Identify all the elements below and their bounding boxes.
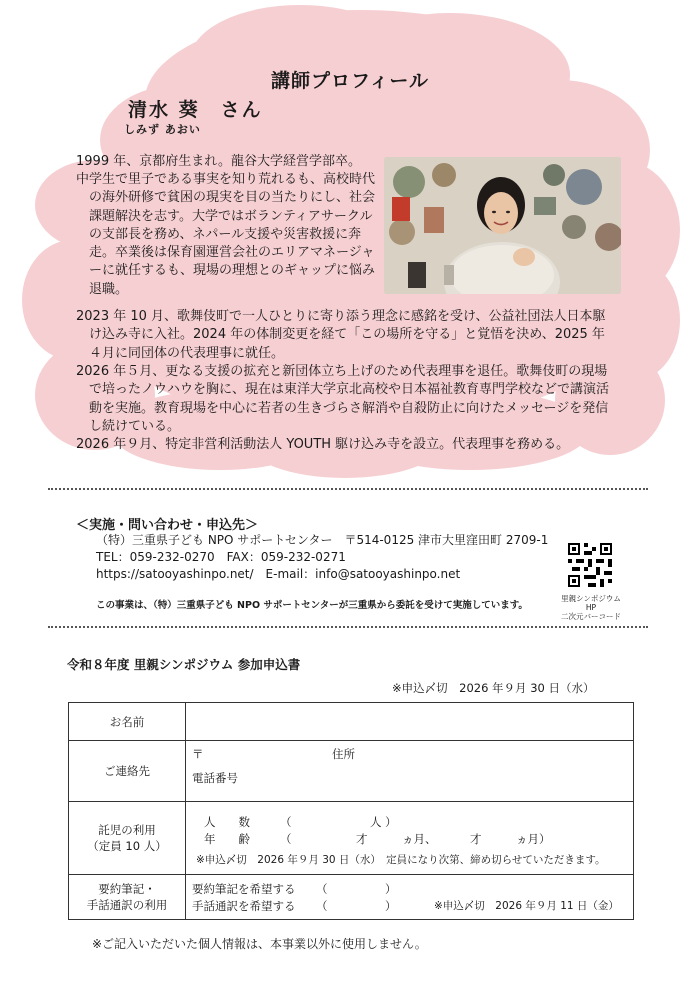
contact-tel-fax: TEL：059-232-0270 FAX：059-232-0271 <box>96 550 346 564</box>
bio-paragraph: 2023 年 10 月、歌舞伎町で一人ひとりに寄り添う理念に感銘を受け、公益社団法人日本駆け込み寺に入社。2024 年の体制変更を経て「この場所を守る」と覚悟を決め、2025 年４月に同団体の代表理事に就任。 <box>76 309 606 361</box>
qr-caption: 里親シンポジウム HP 二次元バーコード <box>561 594 621 621</box>
support-deadline-note: ※申込〆切 2026 年９月 11 日（金） <box>434 900 619 912</box>
name-field[interactable] <box>186 703 634 741</box>
contact-web-email[interactable]: https://satooyashinpo.net/ E-mail：info@satooyashinpo.net <box>96 567 461 581</box>
support-label: 要約筆記・ 手話通訳の利用 <box>69 875 186 920</box>
speaker-photo <box>384 157 621 294</box>
qr-code[interactable] <box>568 543 612 587</box>
sign-language-option: 手話通訳を希望する <box>192 899 296 913</box>
contact-label: ご連絡先 <box>69 741 186 802</box>
childcare-label: 託児の利用 （定員 10 人） <box>69 802 186 875</box>
sign-language-check[interactable]: （ ） <box>316 899 397 913</box>
childcare-field[interactable]: 人 数 （ 人 ） 年 齢 （ 才 ヵ月、 才 ヵ月） ※申込〆切 2026 年９月 30 日（水） 定員になり次第、締め切らせていただきます。 <box>186 802 634 875</box>
contact-heading: ＜実施・問い合わせ・申込先＞ <box>76 518 259 533</box>
form-title: 令和８年度 里親シンポジウム 参加申込書 <box>67 657 301 672</box>
address-label: 住所 <box>332 747 355 761</box>
divider <box>48 488 648 490</box>
speaker-name-reading: しみず あおい <box>124 123 201 136</box>
divider <box>48 626 648 628</box>
bio-paragraph: 1999 年、京都府生まれ。龍谷大学経営学部卒。 <box>76 154 361 169</box>
childcare-deadline-note: ※申込〆切 2026 年９月 30 日（水） 定員になり次第、締め切らせていただきます。 <box>196 854 606 866</box>
profile-heading: 講師プロフィール <box>270 70 430 92</box>
application-form <box>68 702 634 920</box>
form-deadline: ※申込〆切 2026 年９月 30 日（水） <box>392 681 595 695</box>
phone-label: 電話番号 <box>192 771 238 785</box>
contact-org: （特）三重県子ども NPO サポートセンター 〒514-0125 津市大里窪田町 2709-1 <box>96 533 549 547</box>
summary-writing-option: 要約筆記を希望する <box>192 882 296 896</box>
privacy-note: ※ご記入いただいた個人情報は、本事業以外に使用しません。 <box>92 937 427 951</box>
postal-mark: 〒 <box>192 747 204 761</box>
speaker-name: 清水 葵 さん <box>128 99 263 121</box>
summary-writing-check[interactable]: （ ） <box>316 882 397 896</box>
name-label: お名前 <box>69 703 186 741</box>
commission-note: この事業は、（特）三重県子ども NPO サポートセンターが三重県から委託を受けて実施しています。 <box>96 600 528 611</box>
support-field[interactable] <box>186 875 634 920</box>
contact-field[interactable] <box>186 741 634 802</box>
bio-paragraph: 2026 年５月、更なる支援の拡充と新団体立ち上げのため代表理事を退任。歌舞伎町の現場で培ったノウハウを胸に、現在は東洋大学京北高校や日本福祉教育専門学校などで講演活動を実施。教育現場を中心に若者の生きづらさ解消や自殺防止に向けたメッセージを発信し続けている。 <box>76 364 610 434</box>
bio-paragraph: 中学生で里子である事実を知り荒れるも、高校時代の海外研修で貧困の現実を目の当たりにし、社会課題解決を志す。大学ではボランティアサークルの支部長を務め、ネパール支援や災害救援に奔走。卒業後は保育園運営会社のエリアマネージャーに就任するも、現場の理想とのギャップに悩み退職。 <box>76 172 376 297</box>
bio-paragraph: 2026 年９月、特定非営利活動法人 YOUTH 駆け込み寺を設立。代表理事を務める。 <box>76 437 570 452</box>
